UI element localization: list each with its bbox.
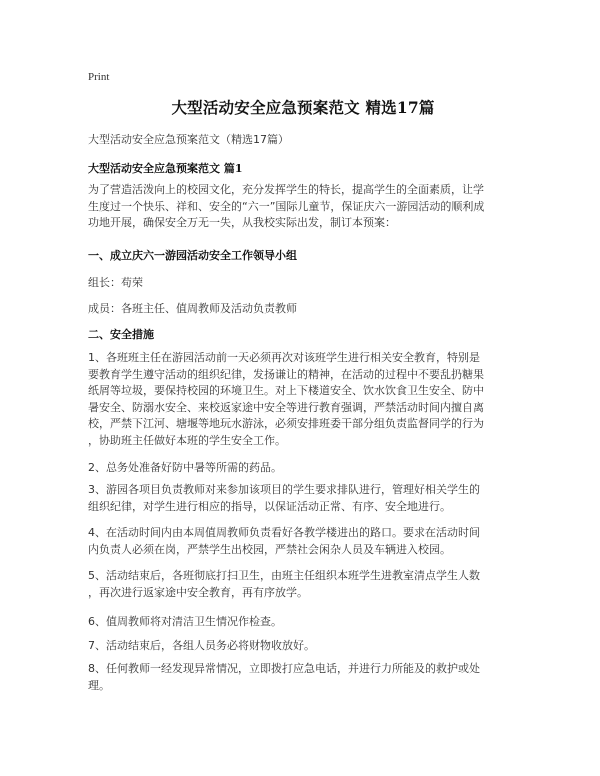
text-line: 暑安全、防溺水安全、来校返家途中安全等进行教育强调，严禁活动时间内擅自离 xyxy=(88,400,484,414)
print-link[interactable]: Print xyxy=(88,71,110,83)
text-line: 1、各班班主任在游园活动前一天必须再次对该班学生进行相关安全教育，特别是 xyxy=(88,351,480,364)
intro-paragraph xyxy=(88,182,518,232)
subtitle: 大型活动安全应急预案范文（精选17篇） xyxy=(88,133,289,146)
measure-item-3 xyxy=(88,482,518,515)
text-line: 组织纪律，对学生进行相应的指导，以保证活动正常、有序、安全地进行。 xyxy=(88,499,451,513)
measure-item-5 xyxy=(88,568,518,601)
text-line: 功地开展，确保安全万无一失，从我校实际出发，制订本预案： xyxy=(88,216,396,229)
measure-item-6: 6、值周教师将对清洁卫生情况作检查。 xyxy=(88,615,282,628)
text-line: 为了营造活泼向上的校园文化，充分发挥学生的特长，提高学生的全面素质，让学 xyxy=(88,183,484,196)
section-title: 大型活动安全应急预案范文 篇1 xyxy=(88,162,243,175)
page-title: 大型活动安全应急预案范文 精选17篇 xyxy=(171,98,435,117)
measure-item-4 xyxy=(88,525,518,558)
measure-item-1 xyxy=(88,350,518,449)
text-line: 理。 xyxy=(88,678,110,692)
text-line: 8、任何教师一经发现异常情况，立即拨打应急电话，并进行力所能及的救护或处 xyxy=(88,662,480,675)
heading-leadership-group: 一、成立庆六一游园活动安全工作领导小组 xyxy=(88,249,297,262)
heading-safety-measures: 二、安全措施 xyxy=(88,328,154,341)
measure-item-8 xyxy=(88,661,518,694)
leader-line: 组长：苟荣 xyxy=(88,276,143,289)
measure-item-7: 7、活动结束后，各组人员务必将财物收放好。 xyxy=(88,639,315,652)
text-line: 4、在活动时间内由本周值周教师负责看好各教学楼进出的路口。要求在活动时间 xyxy=(88,526,480,539)
text-line: ，协助班主任做好本班的学生安全工作。 xyxy=(88,433,286,447)
text-line: 校，严禁下江河、塘堰等地玩水游泳，必须安排班委干部分组负责监督同学的行为 xyxy=(88,417,484,430)
text-line: 3、游园各项目负责教师对来参加该项目的学生要求排队进行，管理好相关学生的 xyxy=(88,483,480,496)
text-line: 生度过一个快乐、祥和、安全的“六一”国际儿童节，保证庆六一游园活动的顺利成 xyxy=(88,199,485,213)
measure-item-2: 2、总务处准备好防中暑等所需的药品。 xyxy=(88,461,282,474)
text-line: 要教育学生遵守活动的组织纪律，发扬谦让的精神，在活动的过程中不要乱扔糖果 xyxy=(88,367,484,381)
members-line: 成员：各班主任、值周教师及活动负责教师 xyxy=(88,302,297,315)
text-line: 内负责人必须在岗，严禁学生出校园，严禁社会闲杂人员及车辆进入校园。 xyxy=(88,542,451,556)
text-line: 5、活动结束后，各班彻底打扫卫生，由班主任组织本班学生进教室清点学生人数 xyxy=(88,569,480,582)
text-line: ，再次进行返家途中安全教育，再有序放学。 xyxy=(88,585,308,599)
text-line: 纸屑等垃圾，要保持校园的环境卫生。对上下楼道安全、饮水饮食卫生安全、防中 xyxy=(88,384,484,397)
